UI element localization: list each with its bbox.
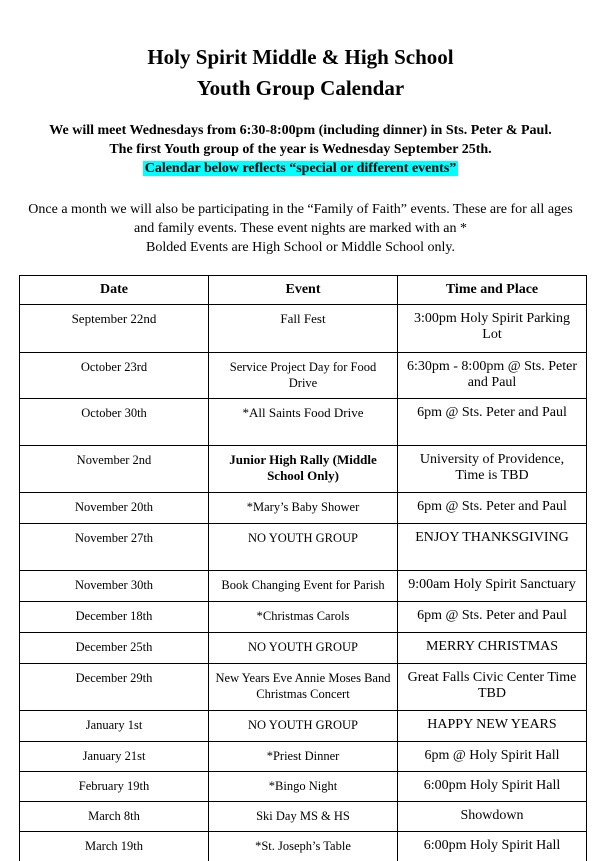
table-row — [20, 399, 587, 446]
meeting-schedule: We will meet Wednesdays from 6:30-8:00pm (including dinner) in Sts. Peter & Paul. — [49, 123, 552, 138]
row-date: November 27th — [20, 524, 209, 571]
row-time-place: ENJOY THANKSGIVING — [398, 524, 587, 571]
row-time-place: Great Falls Civic Center Time TBD — [398, 664, 587, 711]
row-event: Service Project Day for Food Drive — [209, 353, 398, 399]
page-subtitle: Youth Group Calendar — [196, 76, 405, 100]
calendar-note — [0, 159, 601, 178]
column-header-date: Date — [20, 276, 209, 305]
row-date: November 20th — [20, 493, 209, 524]
row-date: January 21st — [20, 742, 209, 772]
row-time-place: 6:30pm - 8:00pm @ Sts. Peter and Paul — [398, 353, 587, 399]
bold-events-info: Bolded Events are High School or Middle School only. — [146, 240, 455, 255]
row-date: October 23rd — [20, 353, 209, 399]
table-row — [20, 832, 587, 861]
family-of-faith-info: Once a month we will also be participating in the “Family of Faith” events. These are for all ages — [28, 202, 573, 217]
row-time-place: 6pm @ Sts. Peter and Paul — [398, 399, 587, 446]
row-event: *St. Joseph’s Table — [209, 832, 398, 861]
row-time-place: MERRY CHRISTMAS — [398, 633, 587, 664]
row-event: *Bingo Night — [209, 772, 398, 802]
row-event: Book Changing Event for Parish — [209, 571, 398, 602]
row-time-place: 6pm @ Sts. Peter and Paul — [398, 602, 587, 633]
row-event: *All Saints Food Drive — [209, 399, 398, 446]
row-date: December 18th — [20, 602, 209, 633]
row-event: NO YOUTH GROUP — [209, 633, 398, 664]
page-title: Holy Spirit Middle & High School — [147, 45, 454, 69]
row-date: December 25th — [20, 633, 209, 664]
calendar-table — [19, 275, 587, 861]
row-date: March 19th — [20, 832, 209, 861]
row-date: November 30th — [20, 571, 209, 602]
row-event: *Mary’s Baby Shower — [209, 493, 398, 524]
row-event: *Priest Dinner — [209, 742, 398, 772]
table-row — [20, 742, 587, 772]
row-time-place: 6pm @ Sts. Peter and Paul — [398, 493, 587, 524]
table-row — [20, 711, 587, 742]
row-time-place: 6pm @ Holy Spirit Hall — [398, 742, 587, 772]
row-time-place: Showdown — [398, 802, 587, 832]
table-row — [20, 571, 587, 602]
row-event: Junior High Rally (Middle School Only) — [209, 446, 398, 493]
row-event: NO YOUTH GROUP — [209, 711, 398, 742]
row-event: NO YOUTH GROUP — [209, 524, 398, 571]
row-date: October 30th — [20, 399, 209, 446]
row-event: *Christmas Carols — [209, 602, 398, 633]
event-marker-info: and family events. These event nights are marked with an * — [134, 221, 467, 236]
row-time-place: University of Providence, Time is TBD — [398, 446, 587, 493]
row-date: November 2nd — [20, 446, 209, 493]
row-time-place: 3:00pm Holy Spirit Parking Lot — [398, 305, 587, 353]
row-date: March 8th — [20, 802, 209, 832]
table-row — [20, 524, 587, 571]
row-time-place: 6:00pm Holy Spirit Hall — [398, 772, 587, 802]
table-row — [20, 802, 587, 832]
table-row — [20, 664, 587, 711]
table-row — [20, 305, 587, 353]
highlighted-note: Calendar below reflects “special or different events” — [144, 161, 457, 176]
row-event: New Years Eve Annie Moses Band Christmas Concert — [209, 664, 398, 711]
row-date: February 19th — [20, 772, 209, 802]
first-meeting-date: The first Youth group of the year is Wednesday September 25th. — [109, 142, 492, 157]
row-date: December 29th — [20, 664, 209, 711]
table-row — [20, 353, 587, 399]
column-header-time-place: Time and Place — [398, 276, 587, 305]
row-time-place: 9:00am Holy Spirit Sanctuary — [398, 571, 587, 602]
row-event: Fall Fest — [209, 305, 398, 353]
row-time-place: HAPPY NEW YEARS — [398, 711, 587, 742]
row-date: September 22nd — [20, 305, 209, 353]
row-event: Ski Day MS & HS — [209, 802, 398, 832]
row-time-place: 6:00pm Holy Spirit Hall — [398, 832, 587, 861]
table-header-row — [20, 276, 587, 305]
table-row — [20, 772, 587, 802]
row-date: January 1st — [20, 711, 209, 742]
table-row — [20, 602, 587, 633]
table-row — [20, 633, 587, 664]
column-header-event: Event — [209, 276, 398, 305]
table-row — [20, 446, 587, 493]
table-row — [20, 493, 587, 524]
